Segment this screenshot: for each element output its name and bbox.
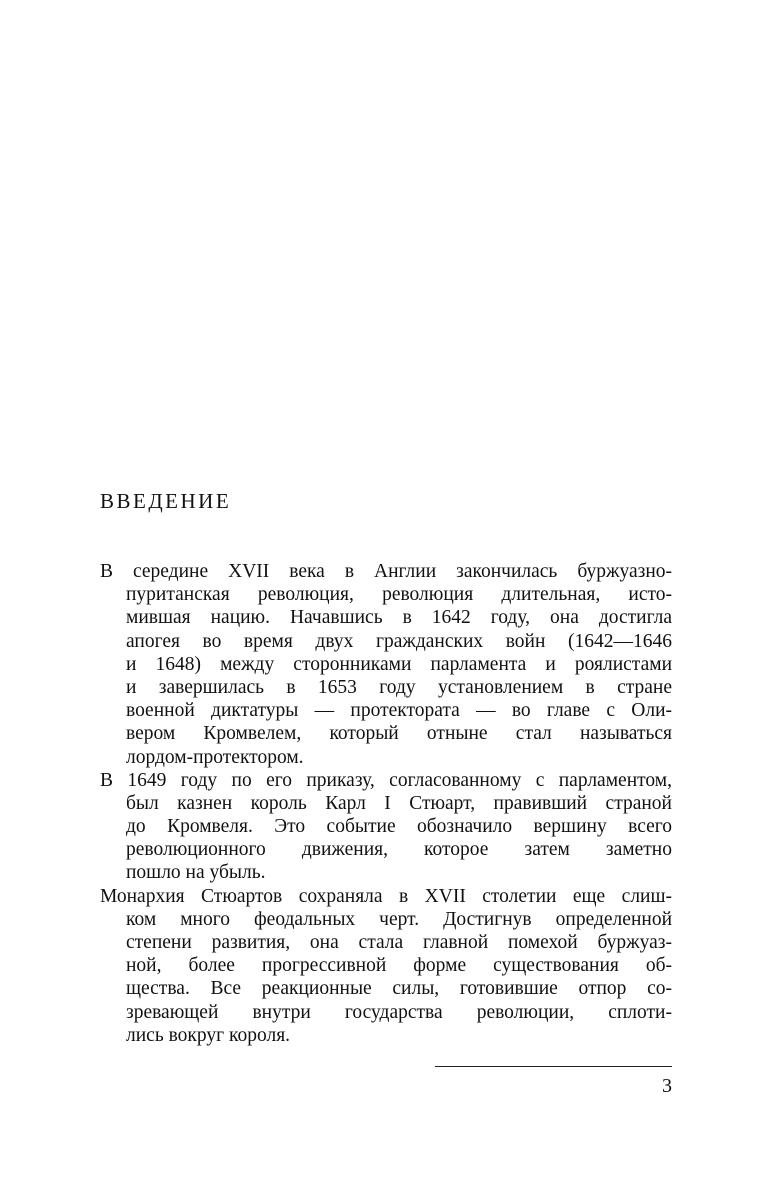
text-line: и завершилась в 1653 году установлением в стране bbox=[126, 676, 672, 698]
text-line: мившая нацию. Начавшись в 1642 году, она достигла bbox=[126, 607, 672, 629]
text-line: пуританская революция, революция длительная, исто- bbox=[126, 584, 672, 606]
text-line: ной, более прогрессивной форме существования об- bbox=[126, 955, 672, 977]
text-line: В середине XVII века в Англии закончилась буржуазно- bbox=[100, 561, 672, 582]
text-line: революционного движения, которое затем заметно bbox=[126, 839, 672, 861]
text-line: лись вокруг короля. bbox=[126, 1024, 291, 1046]
text-line: лордом-протектором. bbox=[126, 746, 304, 768]
text-line: и 1648) между сторонниками парламента и роялистами bbox=[126, 653, 672, 675]
text-line: щества. Все реакционные силы, готовившие отпор со- bbox=[126, 978, 672, 1000]
text-line: зревающей внутри государства революции, сплоти- bbox=[126, 1001, 672, 1023]
text-line: В 1649 году по его приказу, согласованному с парламентом, bbox=[100, 769, 672, 791]
body-text bbox=[100, 560, 672, 1047]
text-line: ком много феодальных черт. Достигнув определенной bbox=[126, 908, 672, 930]
chapter-heading: ВВЕДЕНИЕ bbox=[100, 489, 232, 513]
text-line: был казнен король Карл I Стюарт, правивший страной bbox=[126, 792, 672, 814]
paragraph-2 bbox=[100, 769, 672, 885]
paragraph-1 bbox=[100, 560, 672, 769]
page-number: 3 bbox=[662, 1075, 672, 1097]
text-line: до Кромвеля. Это событие обозначило вершину всего bbox=[126, 816, 672, 838]
text-line: Монархия Стюартов сохраняла в XVII столетии еще слиш- bbox=[100, 885, 672, 907]
footer-rule bbox=[435, 1066, 672, 1067]
paragraph-3 bbox=[100, 885, 672, 1047]
text-line: степени развития, она стала главной помехой буржуаз- bbox=[126, 932, 672, 953]
text-line: военной диктатуры — протектората — во главе с Оли- bbox=[126, 700, 672, 722]
text-line: вером Кромвелем, который отныне стал называться bbox=[126, 723, 672, 745]
text-line: пошло на убыль. bbox=[126, 862, 266, 884]
text-line: апогея во время двух гражданских войн (1642—1646 bbox=[126, 630, 672, 652]
